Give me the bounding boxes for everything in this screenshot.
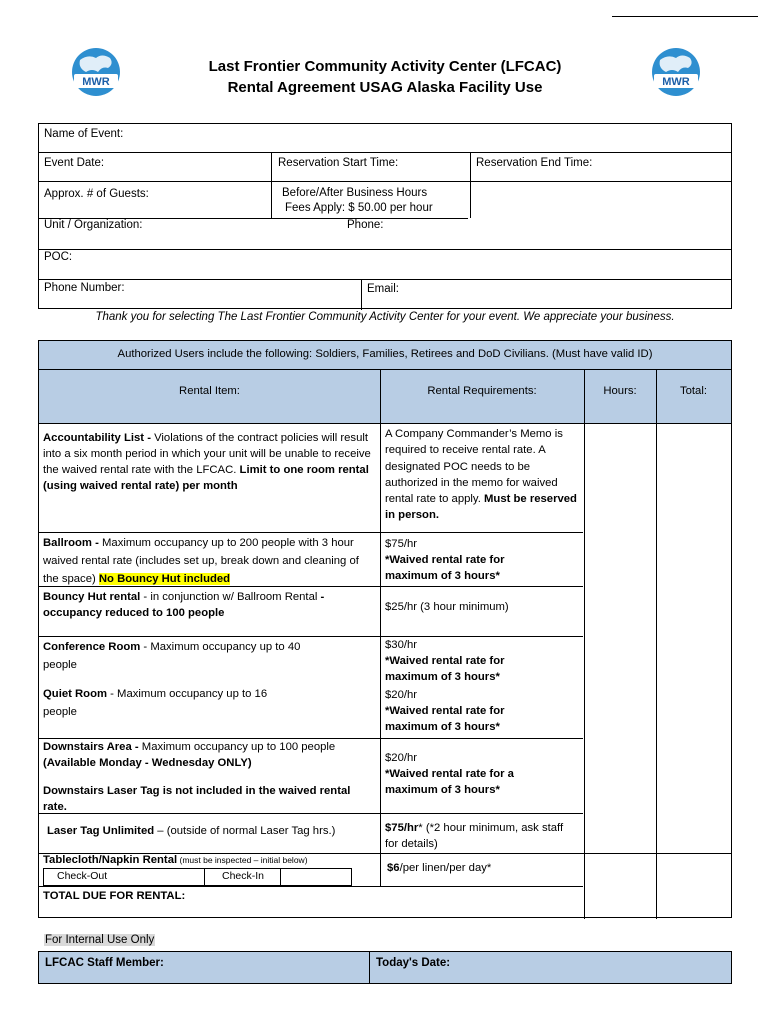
req-conference-room: $30/hr *Waived rental rate for maximum of 3 hours*	[385, 639, 505, 683]
item-laser-tag-unlimited: Laser Tag Unlimited – (outside of normal Laser Tag hrs.)	[47, 825, 336, 837]
item-ballroom: Ballroom - Maximum occupancy up to 200 people with 3 hour waived rental rate (includes set up, break down and cleaning of the space) No Bouncy Hut included	[43, 537, 359, 585]
col-header-total: Total:	[679, 385, 707, 397]
item-bouncy-hut: Bouncy Hut rental - in conjunction w/ Ballroom Rental - occupancy reduced to 100 people	[43, 591, 325, 619]
mwr-logo-right	[646, 44, 706, 104]
col-header-hours: Hours:	[603, 385, 637, 397]
poc-field[interactable]: POC:	[44, 251, 73, 263]
col-header-rental-item: Rental Item:	[179, 385, 240, 397]
checkin-initial-box[interactable]: Check-In	[204, 868, 281, 886]
authorized-users-note: Authorized Users include the following: Soldiers, Families, Retirees and DoD Civilians. (Must have valid ID)	[117, 348, 653, 360]
event-date-field[interactable]: Event Date:	[44, 157, 105, 169]
checkout-initial-box[interactable]: Check-Out	[43, 868, 205, 886]
thank-you-note: Thank you for selecting The Last Frontier Community Activity Center for your event. We appreciate your business.	[95, 311, 675, 323]
reservation-end-field[interactable]: Reservation End Time:	[476, 157, 593, 169]
reservation-start-field[interactable]: Reservation Start Time:	[278, 157, 399, 169]
todays-date-field[interactable]: Today's Date:	[376, 957, 451, 969]
phone-field[interactable]: Phone:	[347, 219, 384, 231]
col-header-rental-requirements: Rental Requirements:	[427, 385, 537, 397]
req-quiet-room: $20/hr *Waived rental rate for maximum of 3 hours*	[385, 689, 505, 733]
item-tablecloth-rental: Tablecloth/Napkin Rental (must be inspected – initial below)	[43, 854, 308, 866]
document-title: Last Frontier Community Activity Center (LFCAC)	[208, 58, 562, 75]
unit-organization-field[interactable]: Unit / Organization:	[44, 219, 143, 231]
req-tablecloth: $6/per linen/per day*	[387, 862, 492, 874]
total-due-label: TOTAL DUE FOR RENTAL:	[43, 890, 186, 902]
event-info-form	[38, 123, 732, 309]
item-downstairs-area: Downstairs Area - Maximum occupancy up to 100 people (Available Monday - Wednesday ONLY) Downstairs Laser Tag is not included in the waived rental rate.	[43, 741, 351, 813]
req-laser-tag: $75/hr* (*2 hour minimum, ask staff for details)	[385, 822, 564, 850]
req-ballroom: $75/hr *Waived rental rate for maximum of 3 hours*	[385, 538, 505, 582]
email-field[interactable]: Email:	[367, 283, 399, 295]
signature-line	[612, 16, 758, 17]
item-accountability-list: Accountability List - Violations of the contract policies will result into a six month period in which your unit will be unable to receive the waived rental rate with the LFCAC. Limit to one room rental (using waived rental rate) per month	[43, 432, 371, 492]
svg-text:MWR: MWR	[662, 76, 690, 88]
svg-text:MWR: MWR	[82, 76, 110, 88]
item-conference-room: Conference Room - Maximum occupancy up to 40 people	[43, 641, 301, 671]
phone-number-field[interactable]: Phone Number:	[44, 282, 125, 294]
rental-table	[38, 340, 732, 918]
staff-member-field[interactable]: LFCAC Staff Member:	[45, 957, 164, 969]
staff-signoff-row	[38, 951, 732, 984]
guests-field[interactable]: Approx. # of Guests:	[44, 188, 149, 200]
extra-initial-box[interactable]	[280, 868, 352, 886]
req-accountability-list: A Company Commander’s Memo is required to receive rental rate. A designated POC needs to be authorized in the memo for waived rental rate to apply. Must be reserved in person.	[385, 428, 577, 522]
mwr-logo-left	[66, 44, 126, 104]
internal-use-label: For Internal Use Only	[45, 934, 155, 946]
req-bouncy-hut: $25/hr (3 hour minimum)	[385, 601, 509, 613]
req-downstairs-area: $20/hr *Waived rental rate for a maximum of 3 hours*	[385, 752, 514, 796]
item-quiet-room: Quiet Room - Maximum occupancy up to 16 people	[43, 688, 268, 718]
name-of-event-field[interactable]: Name of Event:	[44, 128, 124, 140]
hours-fee-note: Fees Apply: $ 50.00 per hour	[285, 202, 433, 214]
document-subtitle: Rental Agreement USAG Alaska Facility Use	[227, 79, 543, 96]
business-hours-note: Before/After Business Hours	[282, 187, 428, 199]
